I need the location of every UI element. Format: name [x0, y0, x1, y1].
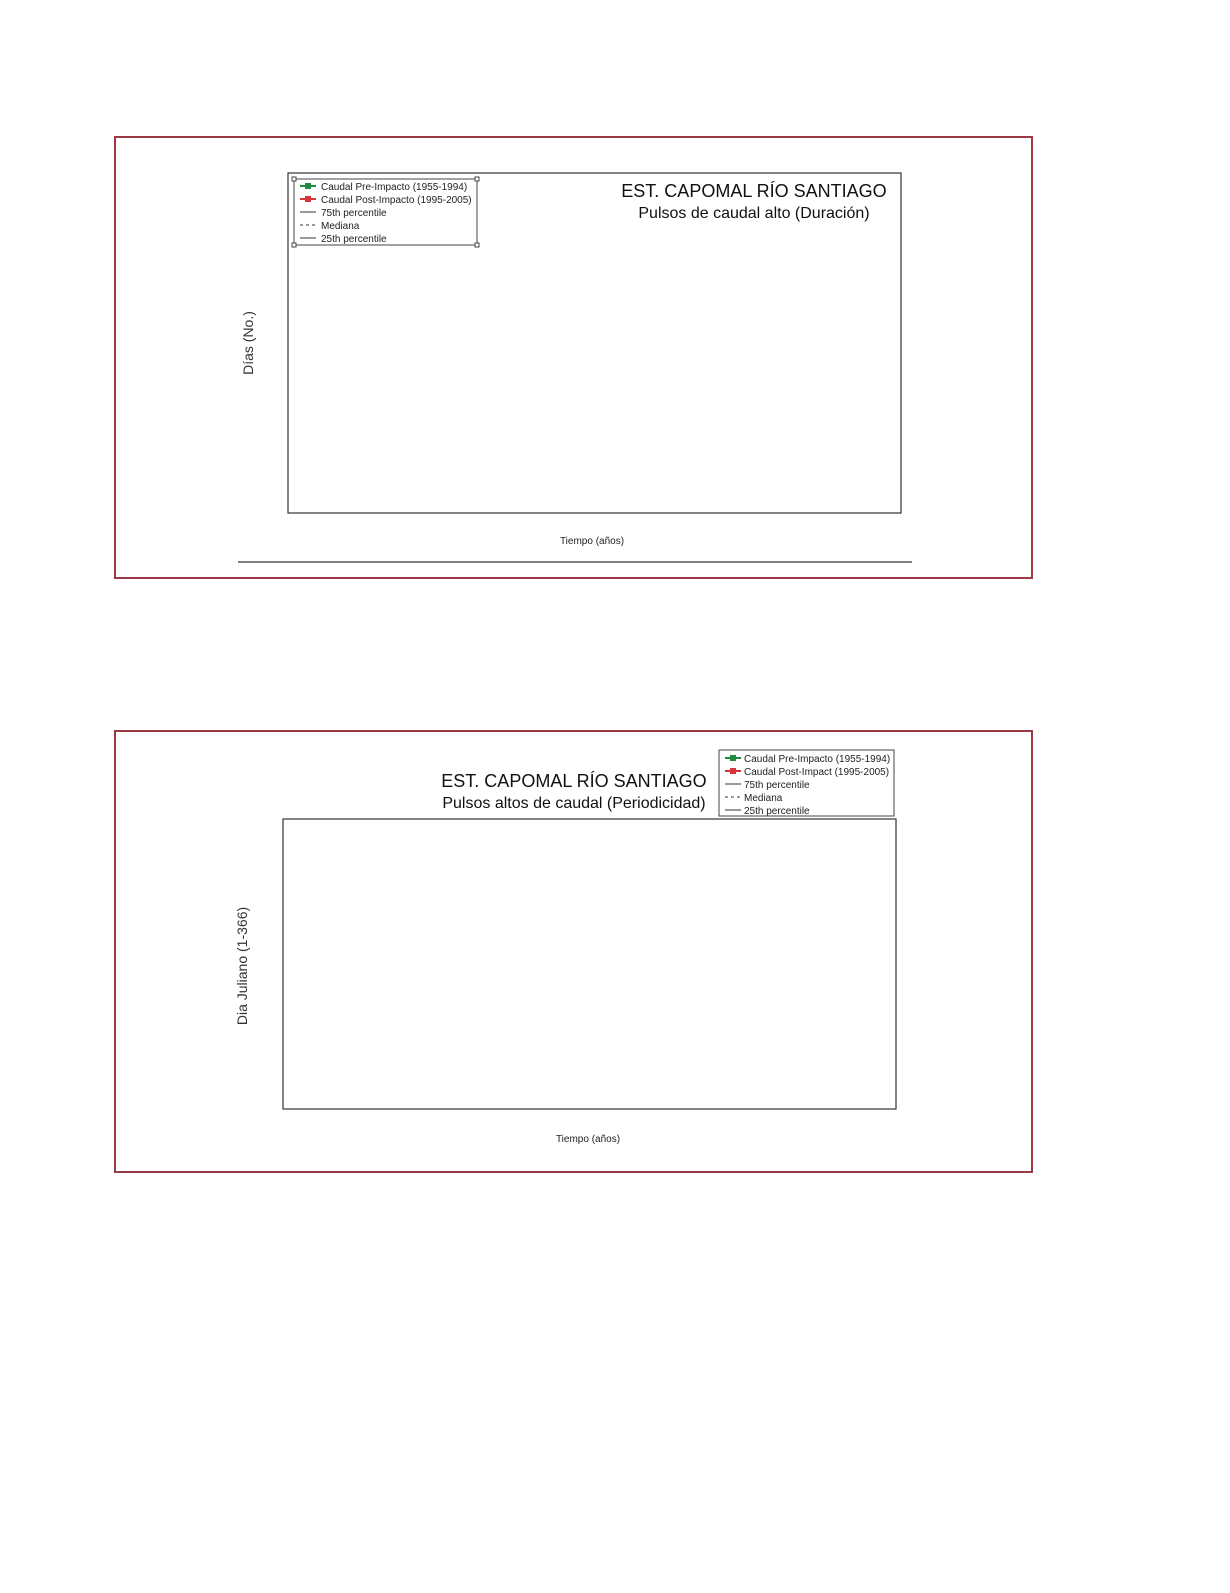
chart-periodicidad — [116, 732, 1031, 1171]
legend-handle — [475, 177, 479, 181]
chart-title: EST. CAPOMAL RÍO SANTIAGO — [621, 181, 887, 201]
legend-entry: 25th percentile — [744, 806, 810, 817]
x-axis-label: Tiempo (años) — [555, 1134, 621, 1145]
y-axis-label: Dia Juliano (1-366) — [234, 906, 250, 1026]
chart-subtitle: Pulsos de caudal alto (Duración) — [638, 205, 870, 222]
legend-entry: Caudal Pre-Impacto (1955-1994) — [321, 182, 468, 193]
legend-marker-pre — [305, 183, 311, 189]
chart-subtitle: Pulsos altos de caudal (Periodicidad) — [442, 795, 706, 812]
legend-entry: Mediana — [744, 793, 783, 804]
legend — [719, 750, 894, 817]
legend-marker-pre — [730, 755, 736, 761]
chart-duracion — [116, 138, 1031, 577]
y-axis-label: Días (No.) — [240, 311, 256, 375]
legend-marker-post — [730, 768, 736, 774]
x-axis-label: Tiempo (años) — [559, 536, 625, 547]
legend-entry: Mediana — [321, 221, 360, 232]
legend-entry: Caudal Pre-Impacto (1955-1994) — [744, 754, 891, 765]
legend-handle — [292, 243, 296, 247]
legend-entry: 75th percentile — [744, 780, 810, 791]
legend — [292, 177, 479, 247]
chart-title: EST. CAPOMAL RÍO SANTIAGO — [441, 771, 707, 791]
legend-handle — [292, 177, 296, 181]
chart-frame-periodicidad — [114, 730, 1033, 1173]
legend-entry: 25th percentile — [321, 234, 387, 245]
chart-frame-duracion — [114, 136, 1033, 579]
plot-area — [283, 819, 896, 1109]
legend-entry: 75th percentile — [321, 208, 387, 219]
legend-entry: Caudal Post-Impact (1995-2005) — [744, 767, 890, 778]
legend-marker-post — [305, 196, 311, 202]
legend-entry: Caudal Post-Impacto (1995-2005) — [321, 195, 472, 206]
legend-handle — [475, 243, 479, 247]
